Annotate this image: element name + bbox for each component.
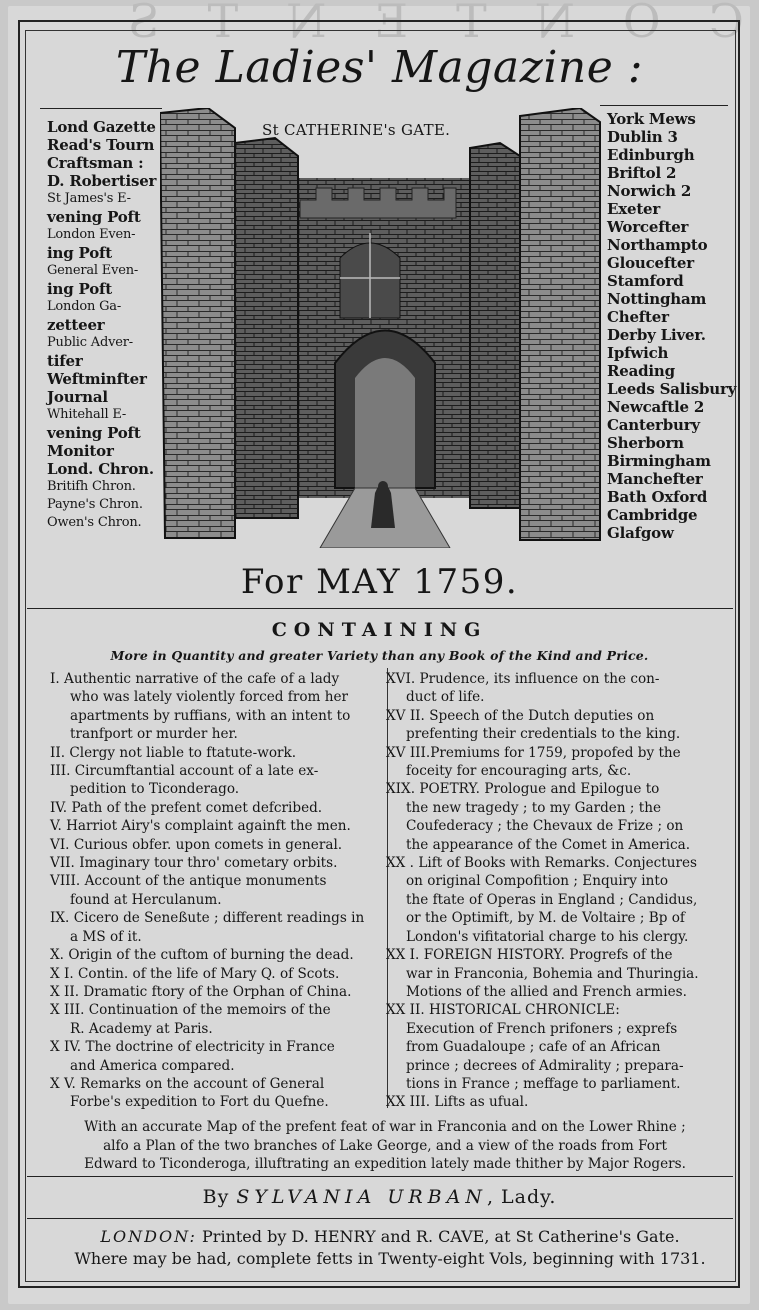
contents-right-item-6-line-1: Execution of French prifoners ; exprefs bbox=[406, 1020, 678, 1037]
newspaper-left-10: London Ga- bbox=[47, 299, 122, 314]
contents-right-item-4-line-0: XX . Lift of Books with Remarks. Conjectures bbox=[386, 855, 698, 872]
contents-left-item-2 bbox=[50, 762, 383, 799]
map-note-line-2: Edward to Ticonderoga, illuftrating an expedition lately made thither by Major Rogers. bbox=[84, 1156, 686, 1173]
byline bbox=[0, 1186, 759, 1208]
gate-caption: St CATHERINE's GATE. bbox=[262, 121, 451, 139]
contents-right-item-6-line-3: prince ; decrees of Admirality ; prepara- bbox=[406, 1057, 684, 1074]
newspaper-left-22: Owen's Chron. bbox=[47, 515, 142, 530]
newspaper-right-17: Canterbury bbox=[607, 416, 700, 434]
newspaper-right-3: Briftol 2 bbox=[607, 164, 677, 182]
contents-left-item-11-line-0: X II. Dramatic ftory of the Orphan of China. bbox=[50, 983, 352, 1000]
newspaper-right-5: Exeter bbox=[607, 200, 661, 218]
contents-left-item-8 bbox=[50, 909, 383, 946]
containing-heading: CONTAINING bbox=[271, 619, 488, 641]
newspaper-right-16: Newcaftle 2 bbox=[607, 398, 705, 416]
map-note-line-1: alfo a Plan of the two branches of Lake George, and a view of the roads from Fort bbox=[103, 1137, 667, 1154]
newspaper-left-1: Read's Tourn bbox=[47, 136, 155, 154]
map-note bbox=[50, 1118, 720, 1174]
contents-right-item-6-line-2: from Guadaloupe ; cafe of an African bbox=[406, 1039, 661, 1056]
contents-right-item-3 bbox=[386, 780, 716, 854]
rule-above-byline bbox=[27, 1176, 733, 1177]
newspaper-right-18: Sherborn bbox=[607, 434, 684, 452]
contents-right-item-0 bbox=[386, 670, 716, 707]
newspaper-right-0: York Mews bbox=[607, 110, 696, 128]
contents-left-item-2-line-0: III. Circumftantial account of a late ex- bbox=[50, 763, 319, 780]
contents-right-item-3-line-3: the appearance of the Comet in America. bbox=[406, 836, 691, 853]
contents-left-item-14 bbox=[50, 1075, 383, 1112]
newspaper-right-23: Glafgow bbox=[607, 524, 674, 542]
newspaper-right-10: Nottingham bbox=[607, 290, 707, 308]
contents-right-item-0-line-0: XVI. Prudence, its influence on the con- bbox=[386, 671, 660, 687]
newspaper-left-4: St James's E- bbox=[47, 191, 131, 206]
contents-left-item-3-line-0: IV. Path of the prefent comet defcribed. bbox=[50, 799, 323, 816]
rule-right-top bbox=[600, 105, 728, 106]
newspaper-left-13: tifer bbox=[47, 352, 83, 370]
contents-right-item-4 bbox=[386, 854, 716, 946]
contents-right-item-1 bbox=[386, 707, 716, 744]
contents-right-item-4-line-3: or the Optimift, by M. de Voltaire ; Bp of bbox=[406, 910, 685, 927]
contents-left-item-5 bbox=[50, 836, 383, 854]
contents-right-item-5 bbox=[386, 946, 716, 1001]
newspaper-right-11: Chefter bbox=[607, 308, 669, 326]
contents-left-item-11 bbox=[50, 983, 383, 1001]
contents-right-item-5-line-2: Motions of the allied and French armies. bbox=[406, 983, 687, 1000]
contents-left-item-7-line-0: VIII. Account of the antique monuments bbox=[50, 873, 327, 890]
rule-above-imprint bbox=[27, 1218, 733, 1219]
newspaper-left-20: Britifh Chron. bbox=[47, 479, 136, 494]
contents-right-item-2-line-1: foceity for encouraging arts, &c. bbox=[406, 763, 632, 780]
newspaper-list-right bbox=[607, 110, 737, 542]
contents-right-item-2-line-0: XV III.Premiums for 1759, propofed by the bbox=[386, 744, 681, 761]
subheading: More in Quantity and greater Variety than any Book of the Kind and Price. bbox=[110, 648, 649, 663]
newspaper-right-1: Dublin 3 bbox=[607, 128, 678, 146]
contents-right-item-4-line-4: London's vifitatorial charge to his clergy. bbox=[406, 928, 689, 945]
bleed-through-text: CONTENTS bbox=[80, 0, 744, 48]
newspaper-left-2: Craftsman : bbox=[47, 154, 144, 172]
contents-left-item-9 bbox=[50, 946, 383, 964]
newspaper-left-5: vening Poft bbox=[47, 208, 141, 226]
newspaper-right-12: Derby Liver. bbox=[607, 326, 706, 344]
contents-right-item-1-line-0: XV II. Speech of the Dutch deputies on bbox=[386, 707, 655, 724]
contents-left-item-6-line-0: VII. Imaginary tour thro' cometary orbits. bbox=[50, 855, 338, 872]
rule-above-containing bbox=[27, 608, 733, 609]
contents-left-item-6 bbox=[50, 854, 383, 872]
issue-date: For MAY 1759. bbox=[240, 562, 519, 602]
contents-right-item-7 bbox=[386, 1093, 716, 1111]
newspaper-right-6: Worcefter bbox=[607, 218, 689, 236]
contents-left-item-10-line-0: X I. Contin. of the life of Mary Q. of Scots. bbox=[50, 965, 340, 982]
contents-left-item-1-line-0: II. Clergy not liable to ftatute-work. bbox=[50, 744, 297, 761]
newspaper-left-17: vening Poft bbox=[47, 424, 141, 442]
newspaper-left-15: Journal bbox=[47, 388, 108, 406]
contents-right-item-0-line-1: duct of life. bbox=[406, 689, 485, 706]
contents-left-item-7-line-1: found at Herculanum. bbox=[70, 891, 222, 908]
newspaper-left-6: London Even- bbox=[47, 227, 136, 242]
newspaper-left-19: Lond. Chron. bbox=[47, 460, 154, 478]
newspaper-left-12: Public Adver- bbox=[47, 335, 133, 350]
imprint-printers: Printed by D. HENRY and R. CAVE, at St Catherine's Gate. bbox=[202, 1227, 680, 1246]
imprint-availability: Where may be had, complete fetts in Twenty-eight Vols, beginning with 1731. bbox=[74, 1249, 706, 1268]
byline-suffix: , Lady. bbox=[486, 1186, 557, 1208]
contents-right-item-4-line-2: the ftate of Operas in England ; Candidus, bbox=[406, 891, 698, 908]
byline-name: SYLVANIA URBAN bbox=[236, 1186, 487, 1208]
newspaper-right-4: Norwich 2 bbox=[607, 182, 692, 200]
imprint-place: LONDON: bbox=[100, 1227, 197, 1246]
newspaper-right-8: Gloucefter bbox=[607, 254, 694, 272]
newspaper-right-20: Manchefter bbox=[607, 470, 703, 488]
newspaper-left-9: ing Poft bbox=[47, 280, 112, 298]
contents-left-item-4 bbox=[50, 817, 383, 835]
contents-right-item-6-line-0: XX II. HISTORICAL CHRONICLE: bbox=[386, 1002, 620, 1019]
newspaper-left-0: Lond Gazette bbox=[47, 118, 156, 136]
contents-right-item-5-line-0: XX I. FOREIGN HISTORY. Progrefs of the bbox=[386, 947, 673, 964]
contents-left-item-14-line-0: X V. Remarks on the account of General bbox=[50, 1075, 325, 1092]
newspaper-left-21: Payne's Chron. bbox=[47, 497, 143, 512]
contents-left-item-3 bbox=[50, 799, 383, 817]
newspaper-right-2: Edinburgh bbox=[607, 146, 695, 164]
newspaper-right-22: Cambridge bbox=[607, 506, 698, 524]
contents-left-item-0-line-2: apartments by ruffians, with an intent to bbox=[70, 707, 351, 724]
newspaper-right-9: Stamford bbox=[607, 272, 684, 290]
byline-by: By bbox=[202, 1186, 230, 1208]
contents-left-item-2-line-1: pedition to Ticonderago. bbox=[70, 781, 240, 798]
contents-right-item-3-line-0: XIX. POETRY. Prologue and Epilogue to bbox=[386, 781, 660, 798]
map-note-line-0: With an accurate Map of the prefent feat of war in Franconia and on the Lower Rhine ; bbox=[84, 1119, 686, 1135]
newspaper-left-7: ing Poft bbox=[47, 244, 112, 262]
newspaper-left-16: Whitehall E- bbox=[47, 407, 127, 422]
contents-left-item-13 bbox=[50, 1038, 383, 1075]
contents-left-item-0 bbox=[50, 670, 383, 744]
contents-right-item-3-line-1: the new tragedy ; to my Garden ; the bbox=[406, 799, 662, 816]
rule-left-top bbox=[40, 108, 162, 109]
contents-right-item-7-line-0: XX III. Lifts as ufual. bbox=[386, 1094, 529, 1111]
newspaper-right-14: Reading bbox=[607, 362, 675, 380]
contents-left-item-8-line-0: IX. Cicero de Seneßute ; different readings in bbox=[50, 910, 365, 927]
contents-column-left bbox=[50, 670, 383, 1112]
contents-left-item-0-line-0: I. Authentic narrative of the cafe of a lady bbox=[50, 671, 340, 687]
contents-left-item-12-line-1: R. Academy at Paris. bbox=[70, 1020, 213, 1037]
contents-left-item-8-line-1: a MS of it. bbox=[70, 928, 142, 945]
newspaper-left-14: Weftminfter bbox=[47, 370, 147, 388]
contents-left-item-5-line-0: VI. Curious obfer. upon comets in general. bbox=[50, 836, 343, 853]
contents-left-item-7 bbox=[50, 872, 383, 909]
contents-left-item-12 bbox=[50, 1001, 383, 1038]
contents-left-item-1 bbox=[50, 744, 383, 762]
contents-left-item-0-line-1: who was lately violently forced from her bbox=[70, 689, 349, 706]
contents-right-item-4-line-1: on original Compofition ; Enquiry into bbox=[406, 873, 668, 890]
newspaper-right-7: Northampto bbox=[607, 236, 708, 254]
magazine-title: The Ladies' Magazine : bbox=[115, 42, 644, 93]
contents-column-right bbox=[386, 670, 716, 1112]
contents-left-item-13-line-0: X IV. The doctrine of electricity in France bbox=[50, 1039, 335, 1056]
contents-right-item-1-line-1: prefenting their credentials to the king. bbox=[406, 726, 681, 743]
contents-left-item-9-line-0: X. Origin of the cuftom of burning the dead. bbox=[50, 947, 354, 964]
contents-right-item-2 bbox=[386, 744, 716, 781]
contents-left-item-4-line-0: V. Harriot Airy's complaint againft the men. bbox=[50, 818, 351, 835]
contents-right-item-3-line-2: Coufederacy ; the Chevaux de Frize ; on bbox=[406, 818, 684, 835]
newspaper-right-21: Bath Oxford bbox=[607, 488, 708, 506]
contents-left-item-10 bbox=[50, 965, 383, 983]
imprint bbox=[50, 1226, 730, 1270]
newspaper-list-left bbox=[47, 118, 165, 532]
newspaper-left-18: Monitor bbox=[47, 442, 114, 460]
newspaper-right-15: Leeds Salisbury bbox=[607, 380, 737, 398]
newspaper-right-13: Ipfwich bbox=[607, 344, 669, 362]
newspaper-left-3: D. Robertiser bbox=[47, 172, 157, 190]
contents-left-item-13-line-1: and America compared. bbox=[70, 1057, 235, 1074]
contents-right-item-6-line-4: tions in France ; meffage to parliament. bbox=[406, 1075, 681, 1092]
newspaper-right-19: Birmingham bbox=[607, 452, 711, 470]
newspaper-left-8: General Even- bbox=[47, 263, 139, 278]
contents-left-item-12-line-0: X III. Continuation of the memoirs of the bbox=[50, 1002, 331, 1019]
st-catherines-gate-engraving bbox=[160, 108, 605, 548]
contents-left-item-0-line-3: tranfport or murder her. bbox=[70, 726, 238, 743]
contents-left-item-14-line-1: Forbe's expedition to Fort du Quefne. bbox=[70, 1094, 329, 1111]
contents-right-item-6 bbox=[386, 1001, 716, 1093]
newspaper-left-11: zetteer bbox=[47, 316, 105, 334]
contents-right-item-5-line-1: war in Franconia, Bohemia and Thuringia. bbox=[406, 965, 699, 982]
